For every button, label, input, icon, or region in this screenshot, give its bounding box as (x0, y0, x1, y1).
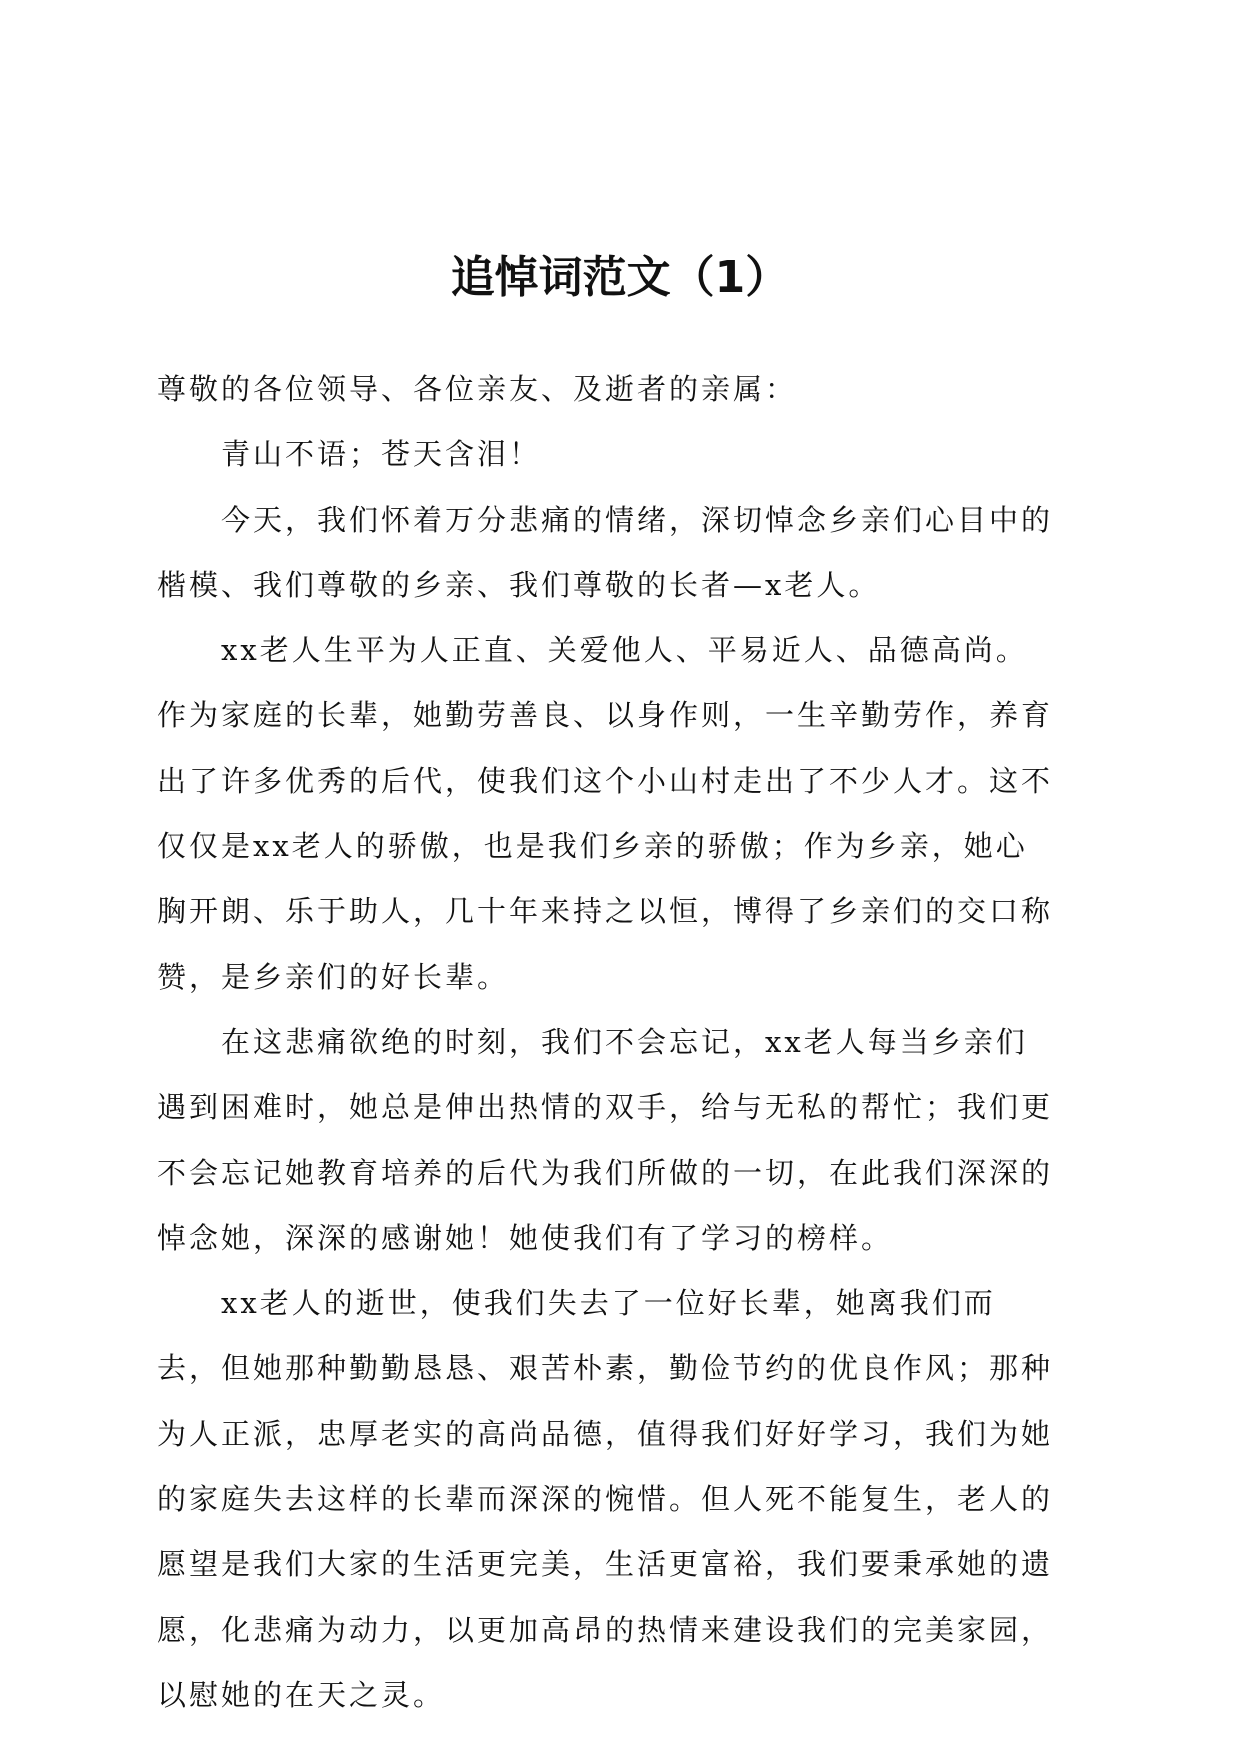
paragraph-1: 青山不语；苍天含泪！ (221, 437, 542, 472)
paragraph-2: 今天，我们怀着万分悲痛的情绪，深切悼念乡亲们心目中的楷模、我们尊敬的乡亲、我们尊敬的长者—x老人。 (157, 502, 1054, 602)
paragraph-3: xx老人生平为人正直、关爱他人、平易近人、品德高尚。作为家庭的长辈，她勤劳善良、以身作则，一生辛勤劳作，养育出了许多优秀的后代，使我们这个小山村走出了不少人才。这不仅仅是xx老人的骄傲，也是我们乡亲的骄傲；作为乡亲，她心胸开朗、乐于助人，几十年来持之以恒，博得了乡亲们的交口称赞，是乡亲们的好长辈。 (157, 633, 1054, 994)
paragraph-5: xx老人的逝世，使我们失去了一位好长辈，她离我们而去，但她那种勤勤恳恳、艰苦朴素，勤俭节约的优良作风；那种为人正派，忠厚老实的高尚品德，值得我们好好学习，我们为她的家庭失去这样的长辈而深深的惋惜。但人死不能复生，老人的愿望是我们大家的生活更完美，生活更富裕，我们要秉承她的遗愿，化悲痛为动力，以更加高昂的热情来建设我们的完美家园，以慰她的在天之灵。 (157, 1286, 1054, 1712)
document-body (157, 357, 1057, 1728)
salutation: 尊敬的各位领导、各位亲友、及逝者的亲属： (157, 372, 798, 406)
paragraph-4: 在这悲痛欲绝的时刻，我们不会忘记，xx老人每当乡亲们遇到困难时，她总是伸出热情的双手，给与无私的帮忙；我们更不会忘记她教育培养的后代为我们所做的一切，在此我们深深的悼念她，深深的感谢她！她使我们有了学习的榜样。 (157, 1024, 1054, 1255)
document-title: 追悼词范文（1） (450, 252, 790, 303)
